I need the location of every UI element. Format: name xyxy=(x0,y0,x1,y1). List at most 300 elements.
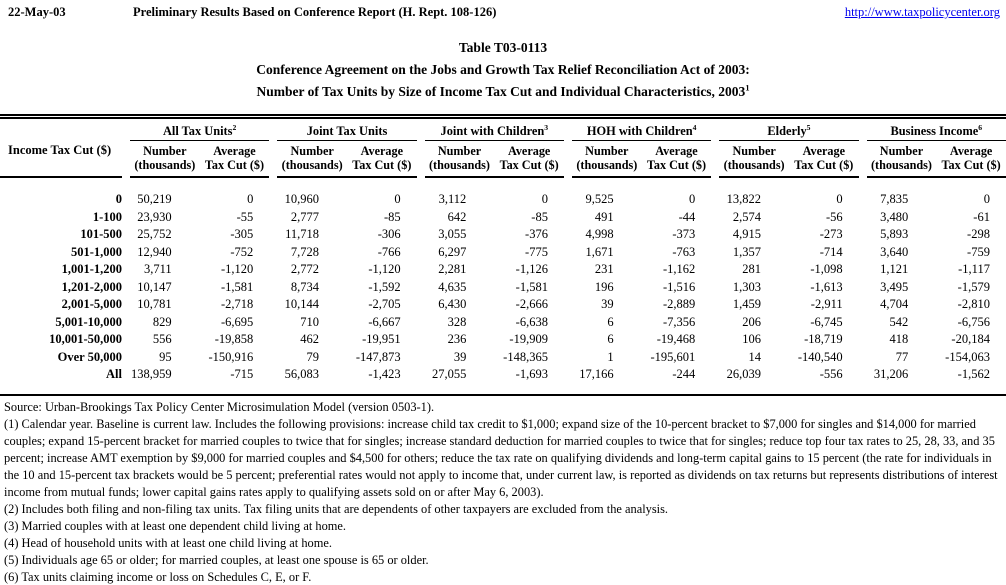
table-cell: 3,711 xyxy=(143,262,172,277)
row-group-hoh-with-children xyxy=(572,280,711,295)
footnote-3: (3) Married couples with at least one dependent child living at home. xyxy=(4,518,347,533)
table-cell: -140,540 xyxy=(797,349,843,364)
table-cell: 3,495 xyxy=(880,279,909,294)
row-label: 10,001-50,000 xyxy=(49,332,122,347)
row-group-all-tax-units xyxy=(130,227,269,242)
table-cell: 31,206 xyxy=(873,367,909,382)
subheader-average xyxy=(200,144,270,172)
row-label: 0 xyxy=(115,192,122,207)
footnote-list xyxy=(4,416,1000,585)
row-label: 101-500 xyxy=(80,227,122,242)
table-cell: -373 xyxy=(672,227,696,242)
row-group-all-tax-units xyxy=(130,192,269,207)
column-group-joint-tax-units xyxy=(277,124,416,178)
row-group-all-tax-units xyxy=(130,262,269,277)
table-cell: 3,640 xyxy=(880,244,909,259)
column-groups xyxy=(122,124,1006,178)
row-group-all-tax-units xyxy=(130,315,269,330)
table-cell: -1,613 xyxy=(810,279,843,294)
group-title-text: Business Income xyxy=(890,124,979,138)
table-cell: -85 xyxy=(383,209,401,224)
data-table xyxy=(0,114,1006,396)
table-cell: -6,695 xyxy=(221,314,254,329)
table-cell: 542 xyxy=(889,314,909,329)
row-group-all-tax-units xyxy=(130,350,269,365)
table-cell: 0 xyxy=(541,192,548,207)
row-group-all-tax-units xyxy=(130,210,269,225)
table-cell: -56 xyxy=(825,209,843,224)
group-title-text: HOH with Children xyxy=(586,124,693,138)
row-group-hoh-with-children xyxy=(572,227,711,242)
column-group-joint-with-children xyxy=(425,124,564,178)
table-cell: -6,745 xyxy=(810,314,843,329)
table-cell: 4,915 xyxy=(732,227,761,242)
table-cell: 6,430 xyxy=(438,297,467,312)
table-subtitle-footnote-ref: 1 xyxy=(745,83,750,93)
group-footnote-ref: 4 xyxy=(692,122,697,132)
table-subtitle xyxy=(0,81,1006,103)
row-group-all-tax-units xyxy=(130,245,269,260)
row-values xyxy=(122,332,1006,347)
table-cell: 106 xyxy=(742,332,761,347)
subheader-average xyxy=(494,144,564,172)
table-cell: -759 xyxy=(967,244,990,259)
table-title: Conference Agreement on the Jobs and Growth Tax Relief Reconciliation Act of 2003: xyxy=(256,62,750,77)
subheader-average xyxy=(936,144,1006,172)
row-group-business-income xyxy=(867,227,1006,242)
table-cell: 25,752 xyxy=(137,227,172,242)
subheader-number xyxy=(572,144,642,172)
row-values xyxy=(122,262,1006,277)
row-group-joint-with-children xyxy=(425,367,564,382)
row-group-joint-with-children xyxy=(425,297,564,312)
subheader-number-line2: (thousands) xyxy=(134,158,196,172)
table-cell: 556 xyxy=(152,332,172,347)
source-note: Source: Urban-Brookings Tax Policy Center Microsimulation Model (version 0503-1). xyxy=(4,399,435,414)
row-group-business-income xyxy=(867,297,1006,312)
group-title-text: Joint with Children xyxy=(440,124,545,138)
table-cell: -19,951 xyxy=(362,332,401,347)
table-cell: 642 xyxy=(447,209,467,224)
row-group-all-tax-units xyxy=(130,367,269,382)
table-cell: 3,055 xyxy=(438,227,467,242)
footnote-1: (1) Calendar year. Baseline is current law. Includes the following provisions: increase child tax credit to $1,000; expand size of the 10-percent bracket to $7,000 for singles and $14,000 for married couples; expand 15-percent bracket for married couples to twice that for singles; increase standard deduction for married couples to twice that for singles; reduce top four tax rates to 25, 28, 33, and 35 percent; increase AMT exemption by $9,000 for married couples and $4,500 for others; reduce the tax rate on qualifying dividends and long-term capital gains to 15 percent (the rate for individuals in the 10 and 15-percent tax brackets would be 5 percent; preferential rates would not apply to income that, under current law, is reported as dividends on tax returns but represents distributions of interest income from mutual funds; lower capital gains rates apply to qualifying assets sold on or after May 6, 2003). xyxy=(4,416,998,499)
row-label: 1,001-1,200 xyxy=(61,262,122,277)
table-cell: -1,579 xyxy=(957,279,990,294)
table-cell: 231 xyxy=(594,262,614,277)
subheader-number-line1: Number xyxy=(585,144,629,158)
table-cell: -44 xyxy=(678,209,696,224)
row-group-all-tax-units xyxy=(130,280,269,295)
table-cell: 710 xyxy=(300,314,319,329)
group-footnote-ref: 2 xyxy=(232,122,237,132)
table-cell: 27,055 xyxy=(431,367,467,382)
row-group-joint-tax-units xyxy=(277,350,416,365)
table-cell: 9,525 xyxy=(585,192,614,207)
subheader-average-line1: Average xyxy=(360,144,404,158)
table-cell: 13,822 xyxy=(726,192,761,207)
table-cell: -2,889 xyxy=(663,297,696,312)
row-group-hoh-with-children xyxy=(572,350,711,365)
row-label: 5,001-10,000 xyxy=(55,314,122,329)
table-cell: 4,998 xyxy=(585,227,614,242)
row-group-joint-tax-units xyxy=(277,245,416,260)
row-group-hoh-with-children xyxy=(572,297,711,312)
group-subheaders xyxy=(277,141,416,178)
group-subheaders xyxy=(130,141,269,178)
table-cell: -1,162 xyxy=(663,262,696,277)
table-cell: 5,893 xyxy=(880,227,909,242)
group-title-text: Joint Tax Units xyxy=(306,124,388,138)
table-cell: 12,940 xyxy=(137,244,172,259)
row-group-joint-tax-units xyxy=(277,367,416,382)
table-cell: -7,356 xyxy=(663,314,696,329)
subheader-average-line2: Tax Cut ($) xyxy=(794,158,854,172)
table-cell: -1,126 xyxy=(515,262,548,277)
table-cell: 1,357 xyxy=(732,244,761,259)
row-group-hoh-with-children xyxy=(572,245,711,260)
table-cell: 1,671 xyxy=(585,244,614,259)
table-cell: -1,423 xyxy=(368,367,401,382)
row-group-joint-tax-units xyxy=(277,192,416,207)
table-cell: -1,592 xyxy=(368,279,401,294)
table-cell: 1,303 xyxy=(732,279,761,294)
table-cell: -306 xyxy=(377,227,401,242)
table-cell: 236 xyxy=(447,332,467,347)
table-cell: -2,718 xyxy=(221,297,254,312)
table-cell: 79 xyxy=(306,349,319,364)
subheader-average-line1: Average xyxy=(949,144,993,158)
table-cell: 6,297 xyxy=(438,244,467,259)
table-cell: 10,781 xyxy=(137,297,172,312)
table-cell: -19,909 xyxy=(509,332,548,347)
row-group-business-income xyxy=(867,367,1006,382)
row-group-business-income xyxy=(867,210,1006,225)
table-cell: 56,083 xyxy=(284,367,319,382)
table-row-1-001-1-200 xyxy=(0,261,1006,279)
title-block xyxy=(0,37,1006,103)
table-cell: 206 xyxy=(742,314,761,329)
row-group-joint-with-children xyxy=(425,227,564,242)
table-cell: -244 xyxy=(672,367,696,382)
subheader-number-line2: (thousands) xyxy=(576,158,638,172)
table-cell: 6 xyxy=(607,332,614,347)
table-cell: 50,219 xyxy=(137,192,172,207)
row-group-joint-tax-units xyxy=(277,227,416,242)
table-row-5-001-10-000 xyxy=(0,314,1006,332)
subheader-number xyxy=(277,144,347,172)
row-group-elderly xyxy=(719,315,858,330)
table-cell: 4,635 xyxy=(438,279,467,294)
table-cell: 1,459 xyxy=(732,297,761,312)
row-group-joint-with-children xyxy=(425,315,564,330)
table-cell: 14 xyxy=(748,349,761,364)
subheader-average xyxy=(642,144,712,172)
table-cell: 17,166 xyxy=(579,367,614,382)
table-cell: -195,601 xyxy=(650,349,696,364)
row-group-elderly xyxy=(719,350,858,365)
table-row-10-001-50-000 xyxy=(0,331,1006,349)
group-subheaders xyxy=(572,141,711,178)
table-cell: 2,281 xyxy=(438,262,467,277)
table-cell: -1,693 xyxy=(515,367,548,382)
row-group-elderly xyxy=(719,367,858,382)
table-cell: 10,144 xyxy=(284,297,319,312)
row-group-joint-with-children xyxy=(425,245,564,260)
row-group-elderly xyxy=(719,192,858,207)
row-group-all-tax-units xyxy=(130,332,269,347)
table-cell: 196 xyxy=(594,279,614,294)
subheader-number-line1: Number xyxy=(732,144,776,158)
row-group-joint-with-children xyxy=(425,262,564,277)
table-cell: -2,911 xyxy=(810,297,843,312)
row-values xyxy=(122,315,1006,330)
page-header xyxy=(0,0,1006,20)
subheader-number-line2: (thousands) xyxy=(723,158,785,172)
subheader-number-line2: (thousands) xyxy=(429,158,490,172)
subheader-average-line1: Average xyxy=(507,144,551,158)
footnote-4: (4) Head of household units with at least one child living at home. xyxy=(4,535,332,550)
subheader-number xyxy=(867,144,937,172)
report-subtitle: Preliminary Results Based on Conference Report (H. Rept. 108-126) xyxy=(133,5,497,19)
row-group-joint-tax-units xyxy=(277,332,416,347)
row-group-joint-tax-units xyxy=(277,280,416,295)
subheader-number xyxy=(130,144,200,172)
table-row-1-100 xyxy=(0,209,1006,227)
table-cell: -2,810 xyxy=(957,297,990,312)
table-cell: -1,562 xyxy=(957,367,990,382)
row-group-joint-with-children xyxy=(425,332,564,347)
table-cell: -1,516 xyxy=(663,279,696,294)
row-group-hoh-with-children xyxy=(572,315,711,330)
subheader-number-line1: Number xyxy=(143,144,187,158)
table-row-2-001-5-000 xyxy=(0,296,1006,314)
table-cell: 0 xyxy=(689,192,696,207)
table-cell: -1,581 xyxy=(515,279,548,294)
row-group-elderly xyxy=(719,280,858,295)
row-group-hoh-with-children xyxy=(572,210,711,225)
table-row-501-1-000 xyxy=(0,244,1006,262)
row-group-joint-with-children xyxy=(425,192,564,207)
column-group-business-income xyxy=(867,124,1006,178)
table-cell: -6,756 xyxy=(957,314,990,329)
footnote-5: (5) Individuals age 65 or older; for married couples, at least one spouse is 65 or older. xyxy=(4,552,429,567)
row-group-joint-tax-units xyxy=(277,297,416,312)
table-cell: -1,581 xyxy=(221,279,254,294)
table-cell: -154,063 xyxy=(945,349,990,364)
group-title-text: All Tax Units xyxy=(162,124,233,138)
table-cell: -148,365 xyxy=(503,349,548,364)
group-title xyxy=(277,124,416,141)
subheader-average xyxy=(789,144,859,172)
table-cell: 2,574 xyxy=(732,209,761,224)
row-group-joint-with-children xyxy=(425,210,564,225)
row-header-label: Income Tax Cut ($) xyxy=(0,124,122,178)
row-group-elderly xyxy=(719,210,858,225)
subheader-average-line1: Average xyxy=(802,144,845,158)
table-cell: -1,117 xyxy=(958,262,990,277)
table-cell: -61 xyxy=(973,209,990,224)
table-cell: -85 xyxy=(531,209,548,224)
group-footnote-ref: 3 xyxy=(544,122,549,132)
subheader-average-line2: Tax Cut ($) xyxy=(204,158,265,172)
table-cell: -273 xyxy=(819,227,843,242)
footnotes xyxy=(0,396,1006,585)
table-cell: -556 xyxy=(819,367,843,382)
row-group-joint-tax-units xyxy=(277,210,416,225)
table-cell: -1,120 xyxy=(368,262,401,277)
table-cell: -763 xyxy=(672,244,696,259)
group-subheaders xyxy=(867,141,1006,178)
table-cell: -19,858 xyxy=(214,332,254,347)
table-cell: 829 xyxy=(152,314,172,329)
table-cell: 281 xyxy=(742,262,761,277)
row-label: 2,001-5,000 xyxy=(61,297,122,312)
row-values xyxy=(122,245,1006,260)
row-values xyxy=(122,280,1006,295)
table-row-all xyxy=(0,366,1006,384)
subheader-average-line2: Tax Cut ($) xyxy=(352,158,412,172)
row-group-joint-tax-units xyxy=(277,262,416,277)
table-cell: -147,873 xyxy=(355,349,401,364)
table-cell: -376 xyxy=(525,227,548,242)
table-cell: 6 xyxy=(607,314,614,329)
table-cell: 11,718 xyxy=(285,227,319,242)
table-cell: 77 xyxy=(895,349,909,364)
subheader-average-line1: Average xyxy=(213,144,256,158)
table-cell: 7,835 xyxy=(880,192,909,207)
group-title xyxy=(572,124,711,141)
row-label: Over 50,000 xyxy=(57,349,122,364)
row-group-elderly xyxy=(719,227,858,242)
table-cell: -150,916 xyxy=(208,349,254,364)
table-cell: 95 xyxy=(159,349,172,364)
table-cell: 39 xyxy=(453,349,467,364)
table-cell: 491 xyxy=(594,209,614,224)
row-group-joint-with-children xyxy=(425,350,564,365)
group-subheaders xyxy=(719,141,858,178)
table-cell: 26,039 xyxy=(726,367,761,382)
table-cell: -775 xyxy=(525,244,548,259)
table-cell: 1,121 xyxy=(880,262,909,277)
row-group-joint-with-children xyxy=(425,280,564,295)
group-subheaders xyxy=(425,141,564,178)
table-cell: -714 xyxy=(819,244,843,259)
subheader-number xyxy=(719,144,789,172)
row-group-business-income xyxy=(867,245,1006,260)
row-group-business-income xyxy=(867,350,1006,365)
table-cell: 138,959 xyxy=(131,367,172,382)
table-cell: -298 xyxy=(967,227,990,242)
row-label: 501-1,000 xyxy=(70,244,122,259)
table-cell: 10,960 xyxy=(284,192,319,207)
table-header xyxy=(0,114,1006,178)
subheader-average-line2: Tax Cut ($) xyxy=(941,158,1001,172)
table-cell: -1,120 xyxy=(221,262,254,277)
row-label: All xyxy=(106,367,122,382)
table-cell: 0 xyxy=(394,192,401,207)
row-label: 1,201-2,000 xyxy=(61,279,122,294)
table-cell: 0 xyxy=(247,192,254,207)
taxpolicycenter-link[interactable]: http://www.taxpolicycenter.org xyxy=(844,5,1000,19)
table-cell: 39 xyxy=(601,297,614,312)
row-group-business-income xyxy=(867,192,1006,207)
group-title xyxy=(867,124,1006,141)
column-group-all-tax-units xyxy=(130,124,269,178)
table-row-1-201-2-000 xyxy=(0,279,1006,297)
table-row-0 xyxy=(0,191,1006,209)
table-row-101-500 xyxy=(0,226,1006,244)
row-group-business-income xyxy=(867,280,1006,295)
subheader-number xyxy=(425,144,495,172)
row-group-hoh-with-children xyxy=(572,192,711,207)
table-cell: 2,772 xyxy=(290,262,319,277)
table-cell: 4,704 xyxy=(880,297,909,312)
table-cell: -2,666 xyxy=(515,297,548,312)
row-values xyxy=(122,210,1006,225)
row-label: 1-100 xyxy=(92,209,122,224)
table-cell: 1 xyxy=(607,349,614,364)
table-cell: 0 xyxy=(836,192,843,207)
row-group-elderly xyxy=(719,245,858,260)
table-cell: 418 xyxy=(889,332,909,347)
row-group-joint-tax-units xyxy=(277,315,416,330)
group-title xyxy=(130,124,269,141)
subheader-number-line1: Number xyxy=(437,144,482,158)
table-cell: -6,638 xyxy=(515,314,548,329)
row-values xyxy=(122,297,1006,312)
table-cell: 328 xyxy=(447,314,467,329)
column-group-hoh-with-children xyxy=(572,124,711,178)
report-date: 22-May-03 xyxy=(8,5,66,19)
row-group-business-income xyxy=(867,332,1006,347)
table-cell: -19,468 xyxy=(656,332,696,347)
table-cell: -6,667 xyxy=(368,314,401,329)
subheader-average-line2: Tax Cut ($) xyxy=(499,158,559,172)
table-cell: 0 xyxy=(983,192,990,207)
subheader-number-line1: Number xyxy=(879,144,924,158)
row-values xyxy=(122,350,1006,365)
table-cell: -2,705 xyxy=(368,297,401,312)
table-cell: -1,098 xyxy=(810,262,843,277)
row-group-business-income xyxy=(867,315,1006,330)
table-cell: 7,728 xyxy=(290,244,319,259)
table-cell: -55 xyxy=(236,209,254,224)
column-group-elderly xyxy=(719,124,858,178)
table-cell: 462 xyxy=(300,332,319,347)
group-footnote-ref: 5 xyxy=(806,122,811,132)
group-title xyxy=(719,124,858,141)
row-values xyxy=(122,227,1006,242)
table-cell: -752 xyxy=(230,244,254,259)
group-footnote-ref: 6 xyxy=(978,122,983,132)
table-cell: 10,147 xyxy=(137,279,172,294)
subheader-average xyxy=(347,144,417,172)
subheader-number-line2: (thousands) xyxy=(870,158,932,172)
subheader-average-line1: Average xyxy=(655,144,698,158)
footnote-6: (6) Tax units claiming income or loss on Schedules C, E, or F. xyxy=(4,569,312,584)
table-cell: 8,734 xyxy=(290,279,319,294)
subheader-number-line2: (thousands) xyxy=(281,158,343,172)
table-cell: 3,112 xyxy=(438,192,467,207)
row-values xyxy=(122,367,1006,382)
table-number: Table T03-0113 xyxy=(458,40,548,55)
table-row-over-50-000 xyxy=(0,349,1006,367)
row-group-elderly xyxy=(719,262,858,277)
row-values xyxy=(122,192,1006,207)
row-group-hoh-with-children xyxy=(572,332,711,347)
table-cell: -766 xyxy=(377,244,401,259)
